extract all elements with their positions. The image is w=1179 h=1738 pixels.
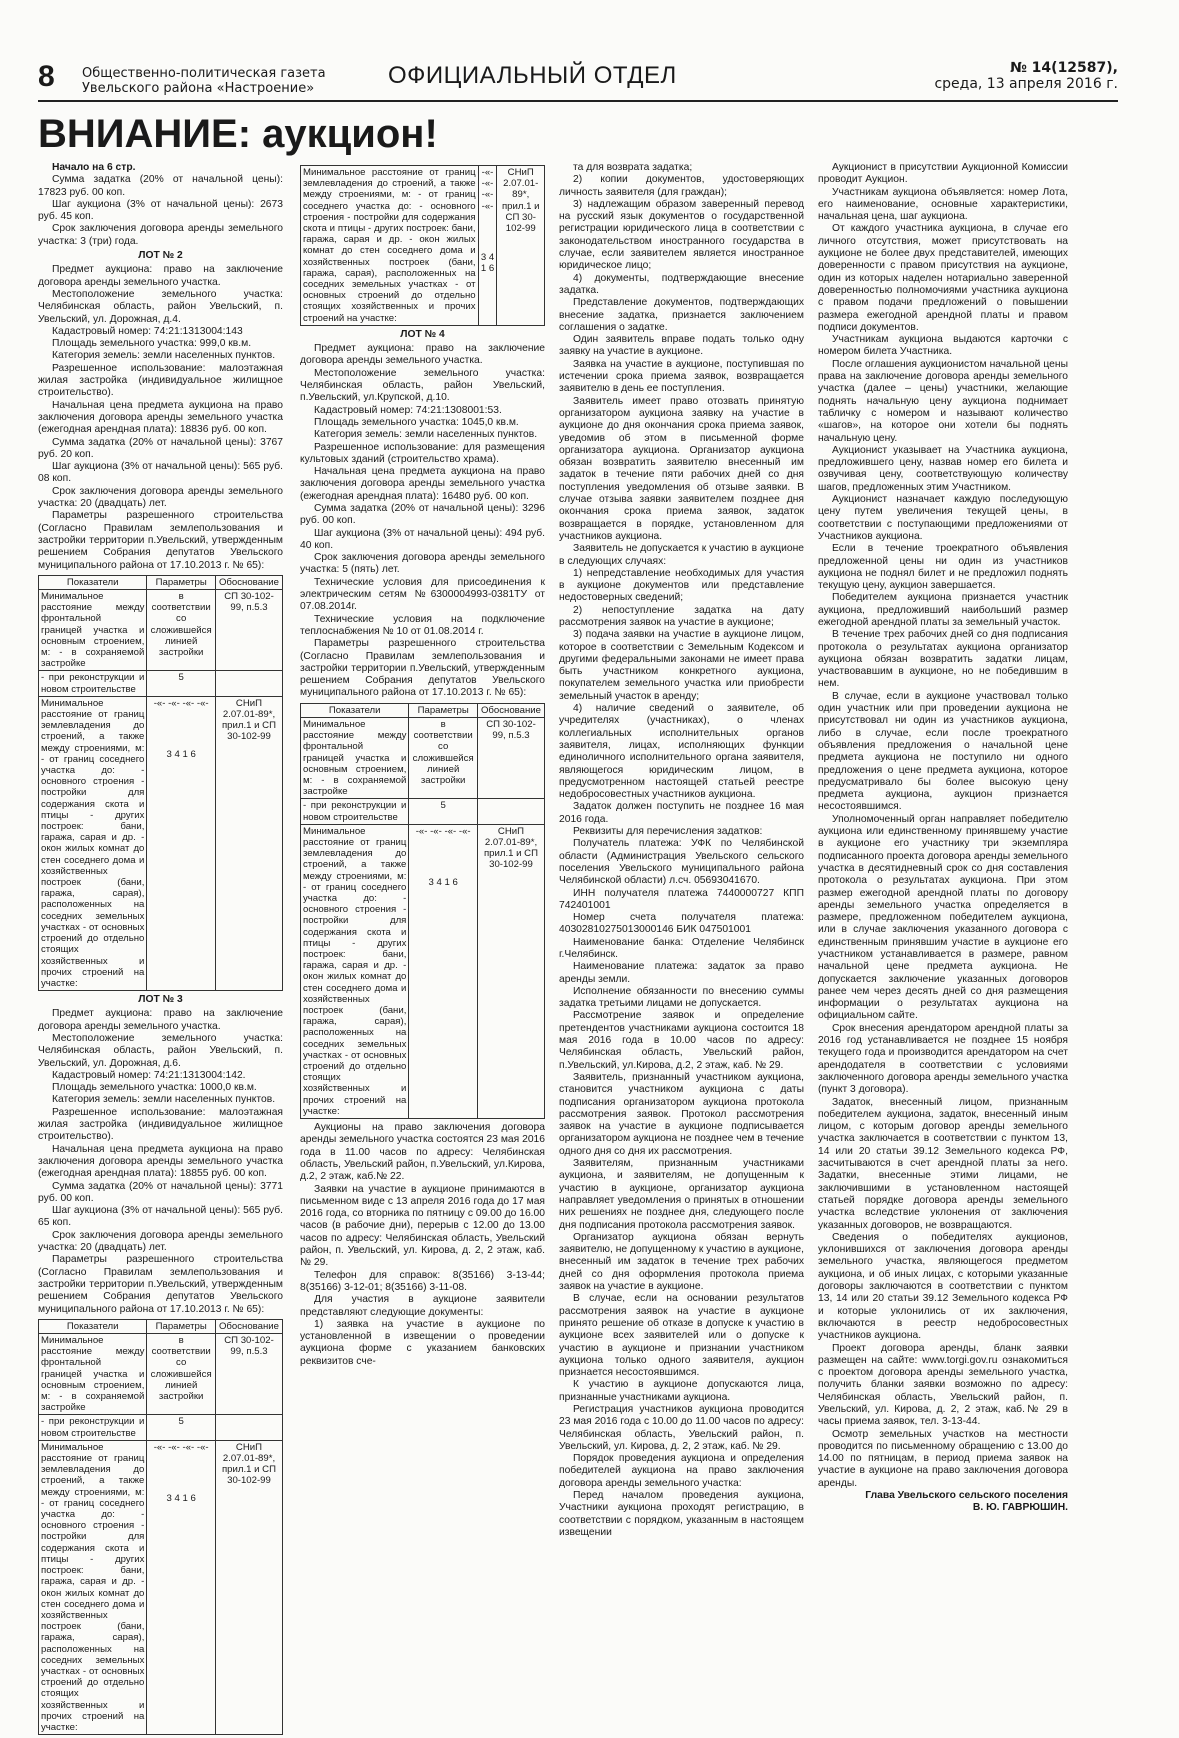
table-row [301,166,545,326]
table-cell: - при реконструкции и новом строительстве [301,799,409,824]
paragraph: В случае, если на основании результатов рассмотрения заявок на участие в аукционе принято решение об отказе в допуске к участию в аукционе всех заявителей или о допуске к участию в аукционе и признании участником аукциона только одного заявителя, аукцион признается несостоявшимся. [559,1293,804,1379]
paragraph: После оглашения аукционистом начальной цены права на заключение договора аренды земельного участка (далее – цены) участники, желающие поднять начальную цену аукциона поднимает табличку с номером и называют количество «шагов», на которое они хотели бы поднять начальную цену. [818,358,1068,444]
paragraph: Кадастровый номер: 74:21:1313004:142. [52,1069,246,1081]
table-header-row [301,703,545,717]
paragraph: Рассмотрение заявок и определение претендентов участниками аукциона состоится 18 мая 2016 года в 10.00 часов по адресу: Челябинская область, Увельский район, п.Увельский, ул.Кирова, д.2, 2 этаж, каб. № 29. [559,1010,804,1071]
paragraph: Регистрация участников аукциона проводится 23 мая 2016 года с 10.00 до 11.00 часов по адресу: Челябинская область, Увельский район, п. Увельский, ул. Кирова, д. 2, 2 этаж, каб. № 29. [559,1403,804,1452]
paragraph: Представление документов, подтверждающих внесение задатка, признается заключением соглашения о задатке. [559,297,804,333]
param-values: 3 4 1 6 [480,251,495,275]
paragraph: 4) документы, подтверждающие внесение задатка. [559,272,804,296]
parameters-table [300,703,545,1119]
table-row [301,717,545,798]
paragraph: Заявитель не допускается к участию в аукционе в следующих случаях: [559,543,804,567]
param-values: 3 4 1 6 [166,1493,196,1505]
parameters-table [300,165,545,326]
paragraph: К участию в аукционе допускаются лица, признанные участниками аукциона. [559,1379,804,1403]
paragraph: Местоположение земельного участка: Челябинская область, район Увельский, п.Увельский, ул.Крупской, д.10. [300,367,545,404]
table-row [39,1334,283,1415]
paragraph: Телефон для справок: 8(35166) 3-13-44; 8(35166) 3-12-01; 8(35166) 3-11-08. [300,1269,545,1293]
table-cell: СНиП 2.07.01-89*, прил.1 и СП 30-102-99 [215,696,282,990]
headline: ВНИАНИЕ: аукцион! [38,112,438,156]
table-row [39,671,283,696]
paragraph: Сумма задатка (20% от начальной цены): 3767 руб. 20 коп. [38,436,283,460]
paragraph: Перед началом проведения аукциона, Участники аукциона проходят регистрацию, в соответствии с порядком, указанным в настоящем извещении [559,1490,804,1538]
paragraph: Заявки на участие в аукционе принимаются в письменном виде с 13 апреля 2016 года до 17 мая 2016 года, со вторника по пятницу с 09.00 до 16.00 часов (в рабочие дни), перерыв с 12.00 до 13.00 часов по адресу: Челябинская область, Увельский район, п. Увельский, ул. Кирова, д. 2, 2 этаж, каб. № 29. [300,1183,545,1269]
column-1 [38,162,283,1738]
column-2 [300,162,545,1368]
paragraph: Категория земель: земли населенных пунктов. [52,350,276,362]
paragraph: Заявителям, признанным участниками аукциона, и заявителям, не допущенным к участию в аукционе, организатор аукциона направляет уведомления о принятых в отношении них решениях не позднее дня, следующего после дня подписания протокола рассмотрения заявок. [559,1158,804,1231]
paragraph: Сумма задатка (20% от начальной цены): 17823 руб. 00 коп. [38,174,283,198]
paragraph: Категория земель: земли населенных пунктов. [52,1094,276,1106]
paragraph: Один заявитель вправе подать только одну заявку на участие в аукционе. [559,334,804,358]
table-row [301,824,545,1118]
paragraph: Исполнение обязанности по внесению суммы задатка третьими лицами не допускается. [559,985,804,1010]
paragraph: Задаток, внесенный лицом, признанным победителем аукциона, задаток, внесенный иным лицом, с которым договор аренды земельного участка заключается в соответствии с пунктом 13, 14 или 20 статьи 39.12 Земельного кодекса РФ, засчитываются в счет арендной платы за него. Задатки, внесенные этими лицами, не заключившими в установленном настоящей статьей порядке договора аренды земельного участка вследствие уклонения от заключения указанных договоров, не возвращаются. [818,1096,1068,1231]
paragraph: В течение трех рабочих дней со дня подписания протокола о результатах аукциона организатор аукциона обязан возвратить задатки лицам, участвовавшим в аукционе, но не победившим в нем. [818,629,1068,690]
ditto-marks: -«- -«- -«- -«- [153,1441,209,1453]
paragraph: Предмет аукциона: право на заключение договора аренды земельного участка. [38,1008,283,1032]
table-cell: СНиП 2.07.01-89*, прил.1 и СП 30-102-99 [477,824,544,1118]
paragraph: Разрешенное использование: для размещения культовых зданий (строительство храма). [300,441,545,465]
table-cell: СП 30-102-99, п.5.3 [477,717,544,798]
paragraph: Технические условия для присоединения к электрическим сетям №6300004993-0381ТУ от 07.08.2014г. [300,576,545,613]
lot-heading: ЛОТ № 4 [400,328,445,340]
table-cell: Показатели [39,575,147,589]
paragraph: Аукционист в присутствии Аукционной Комиссии проводит Аукцион. [818,162,1068,186]
paragraph: Глава Увельского сельского поселения [865,1490,1068,1502]
table-cell: Обоснование [477,703,544,717]
ditto-marks: -«- -«- -«- -«- [415,825,471,837]
table-cell: 5 [409,799,478,824]
paragraph: 3) подача заявки на участие в аукционе лицом, которое в соответствии с Земельным Кодексом и другими федеральными законами не имеет права быть участником конкретного аукциона, покупателем земельного участка или приобрести земельный участок в аренду; [559,629,804,702]
table-cell: 5 [147,1415,216,1440]
paragraph: 1) заявка на участие в аукционе по установленной в извещении о проведении аукциона форме с указанием банковских реквизитов сче- [300,1318,545,1367]
paragraph: Начальная цена предмета аукциона на право заключения договора аренды земельного участка (ежегодная арендная плата): 18855 руб. 00 коп. [38,1143,283,1180]
paragraph: Наименование платежа: задаток за право аренды земли. [559,961,804,985]
paragraph: Шаг аукциона (3% от начальной цены): 565 руб. 08 коп. [38,461,283,485]
paragraph: Порядок проведения аукциона и определения победителей аукциона на право заключения договора аренды земельного участка: [559,1453,804,1489]
paragraph: Предмет аукциона: право на заключение договора аренды земельного участка. [38,264,283,288]
table-cell [478,166,497,326]
table-cell: СНиП 2.07.01-89*, прил.1 и СП 30-102-99 [497,166,545,326]
paragraph: Реквизиты для перечисления задатков: [573,826,763,838]
issue-date: среда, 13 апреля 2016 г. [934,76,1118,92]
paragraph: Площадь земельного участка: 999,0 кв.м. [52,338,252,350]
section-title: ОФИЦИАЛЬНЫЙ ОТДЕЛ [388,62,677,89]
paragraph: В. Ю. ГАВРЮШИН. [972,1502,1068,1514]
table-cell: Параметры [409,703,478,717]
paragraph: Срок заключения договора аренды земельного участка: 20 (двадцать) лет. [38,1229,283,1254]
table-cell: Показатели [301,703,409,717]
paragraph: Начало на 6 стр. [52,162,136,173]
paragraph: Начальная цена предмета аукциона на право заключения договора аренды земельного участка (ежегодная арендная плата): 16480 руб. 00 коп. [300,466,545,502]
table-cell: Обоснование [215,575,282,589]
paragraph: ИНН получателя платежа 7440000727 КПП 742401001 [559,887,804,911]
paragraph: Уполномоченный орган направляет победителю аукциона или единственному принявшему участие в аукционе его участнику три экземпляра подписанного проекта договора аренды земельного участка в десятидневный срок со дня составления протокола о результатах аукциона. При этом размер ежегодной арендной платы по договору аренды земельного участка определяется в размере, предложенном победителем аукциона, или в случае заключения указанного договора с единственным принявшим участие в аукционе его участником устанавливается в размере, равном начальной цене предмета аукциона. Не допускается заключение указанных договоров ранее чем через десять дней со дня размещения информации о результатах аукциона на официальном сайте. [818,813,1068,1022]
paragraph: Аукционист назначает каждую последующую цену путем увеличения текущей цены, в соответствии с поступающими предложениями от Участников аукциона. [818,494,1068,542]
table-row [39,590,283,671]
table-cell: Параметры [147,1319,216,1333]
table-cell: - при реконструкции и новом строительстве [39,671,147,696]
table-cell: Показатели [39,1319,147,1333]
paragraph: Срок заключения договора аренды земельного участка: 3 (три) года. [38,223,283,247]
paragraph: 4) наличие сведений о заявителе, об учредителях (участниках), о членах коллегиальных исполнительных органов заявителя, лицах, исполняющих функции единоличного исполнительного органа заявителя, являющегося юридическим лицом, в предусмотренном настоящей статьей реестре недобросовестных участников аукциона. [559,703,804,801]
table-cell: Минимальное расстояние между фронтальной границей участка и основным строением, м: - в сохраняемой застройке [301,717,409,798]
paragraph: Сумма задатка (20% от начальной цены): 3296 руб. 00 коп. [300,503,545,527]
newspaper-name-line2: Увельского района «Настроение» [82,81,315,96]
paragraph: Получатель платежа: УФК по Челябинской области (Администрация Увельского сельского поселения Увельского муниципального района Челябинской области) л.сч. 05693041670. [559,838,804,887]
paragraph: Кадастровый номер: 74:21:1313004:143 [52,325,243,337]
table-cell: Минимальное расстояние от границ землевладения до строений, а также между строениями, м: - от границ соседнего участка до: - основного строения - постройки для содержания скота и птицы - других построек: бани, гаража, сарая и др. - окон жилых комнат до стен соседнего дома и хозяйственных построек (бани, гаража, сарая), расположенных на соседних земельных участках - от основных строений до отдельно стоящих хозяйственных и прочих строений на участке: [301,166,479,326]
paragraph: Кадастровый номер: 74:21:1308001:53. [314,404,502,416]
paragraph: Параметры разрешенного строительства (Согласно Правилам землепользования и застройки территории п.Увельский, утвержденным решением Собрания депутатов Увельского муниципального района от 17.10.2013 г. № 65): [300,638,545,699]
table-cell: Минимальное расстояние между фронтальной границей участка и основным строением, м: - в сохраняемой застройке [39,590,147,671]
table-cell: в соответствии со сложившейся линией застройки [409,717,478,798]
table-cell: Минимальное расстояние от границ землевладения до строений, а также между строениями, м: - от границ соседнего участка до: - основного строения - постройки для содержания скота и птицы - других построек: бани, гаража, сарая и др. - окон жилых комнат до стен соседнего дома и хозяйственных построек (бани, гаража, сарая), расположенных на соседних земельных участках - от основных строений до отдельно стоящих хозяйственных и прочих строений на участке: [39,696,147,990]
paragraph: Местоположение земельного участка: Челябинская область, район Увельский, п. Увельский, ул. Дорожная, д.4. [38,288,283,325]
page-number: 8 [38,60,55,93]
table-cell: Минимальное расстояние от границ землевладения до строений, а также между строениями, м: - от границ соседнего участка до: - основного строения - постройки для содержания скота и птицы - других построек: бани, гаража, сарая и др. - окон жилых комнат до стен соседнего дома и хозяйственных построек (бани, гаража, сарая), расположенных на соседних земельных участках - от основных строений до отдельно стоящих хозяйственных и прочих строений на участке: [301,824,409,1118]
lot-heading: ЛОТ № 2 [138,250,183,262]
paragraph: Сумма задатка (20% от начальной цены): 3771 руб. 00 коп. [38,1180,283,1204]
table-row [301,799,545,824]
table-cell: в соответствии со сложившейся линией застройки [147,590,216,671]
paragraph: От каждого участника аукциона, в случае его личного отсутствия, может присутствовать на аукционе не более двух представителей, имеющих доверенности с правом присутствия на аукционе, один из которых наделен нотариально заверенной доверенностью полномочиями участника аукциона с правом подачи предложений о повышении размера ежегодной арендной платы и правом подписи документов. [818,223,1068,333]
table-header-row [39,1319,283,1333]
paragraph: Разрешенное использование: малоэтажная жилая застройка (индивидуальное жилищное строительство). [38,1106,283,1143]
paragraph: Заявитель, признанный участником аукциона, становится участником аукциона с даты подписания организатором аукциона протокола рассмотрения заявок. Протокол рассмотрения заявок на участие в аукционе подписывается организатором аукциона не позднее чем в течение одного дня со дня их рассмотрения. [559,1071,804,1157]
paragraph: Организатор аукциона обязан вернуть заявителю, не допущенному к участию в аукционе, внесенный им задаток в течение трех рабочих дней со дня оформления протокола приема заявок на участие в аукционе. [559,1231,804,1293]
column-4 [818,162,1068,1515]
paragraph: Аукционы на право заключения договора аренды земельного участка состоятся 23 мая 2016 года в 11.00 часов по адресу: Челябинская область, Увельский район, п.Увельский, ул.Кирова, д.2, 2 этаж, каб.№ 22. [300,1122,545,1183]
paragraph: Площадь земельного участка: 1000,0 кв.м. [52,1082,257,1094]
page-header [38,60,1118,102]
paragraph: Технические условия на подключение теплоснабжения № 10 от 01.08.2014 г. [300,613,545,637]
table-cell: СНиП 2.07.01-89*, прил.1 и СП 30-102-99 [215,1440,282,1734]
paragraph: 2) копии документов, удостоверяющих личность заявителя (для граждан); [559,174,804,198]
paragraph: Номер счета получателя платежа: 40302810275013000146 БИК 047501001 [559,912,804,936]
param-values: 3 4 1 6 [166,749,196,761]
table-cell: Минимальное расстояние между фронтальной границей участка и основным строением, м: - в сохраняемой застройке [39,1334,147,1415]
paragraph: Предмет аукциона: право на заключение договора аренды земельного участка. [300,343,545,367]
paragraph: Площадь земельного участка: 1045,0 кв.м. [314,416,519,428]
issue-number: № 14(12587), [1009,60,1118,76]
paragraph: Сведения о победителях аукционов, уклонившихся от заключения договора аренды земельного участка, являющегося предметом аукциона, и об иных лицах, с которыми указанные договоры заключаются в соответствии с пунктом 13, 14 или 20 статьи 39.12 Земельного кодекса РФ и которые уклонились от их заключения, включаются в реестр недобросовестных участников аукциона. [818,1231,1068,1342]
paragraph: 2) непоступление задатка на дату рассмотрения заявок на участие в аукционе; [559,604,804,628]
table-cell: СП 30-102-99, п.5.3 [215,590,282,671]
table-cell [147,1440,216,1734]
paragraph: Начальная цена предмета аукциона на право заключения договора аренды земельного участка (ежегодная арендная плата): 18836 руб. 00 коп. [38,399,283,436]
table-cell: 5 [147,671,216,696]
column-3 [559,162,804,1539]
paragraph: Срок заключения договора аренды земельного участка: 5 (пять) лет. [300,552,545,576]
table-cell: Обоснование [215,1319,282,1333]
paragraph: Параметры разрешенного строительства (Согласно Правилам землепользования и застройки территории п.Увельский, утвержденным решением Собрания депутатов Увельского муниципального района от 17.10.2013 г. № 65): [38,1254,283,1315]
table-cell: СП 30-102-99, п.5.3 [215,1334,282,1415]
table-row [39,1440,283,1734]
paragraph: Участникам аукциона объявляется: номер Лота, его наименование, основные характеристики, начальная цена, шаг аукциона. [818,186,1068,223]
paragraph: 1) непредставление необходимых для участия в аукционе документов или представление недостоверных сведений; [559,567,804,604]
paragraph: Разрешенное использование: малоэтажная жилая застройка (индивидуальное жилищное строительство). [38,362,283,399]
paragraph: Наименование банка: Отделение Челябинск г.Челябинск. [559,936,804,960]
parameters-table [38,1319,283,1735]
paragraph: Участникам аукциона выдаются карточки с номером билета Участника. [818,334,1068,358]
ditto-marks: -«- -«- -«- -«- [481,167,494,212]
paragraph: Победителем аукциона признается участник аукциона, предложивший наибольший размер ежегодной арендной платы за земельный участок. [818,592,1068,628]
table-cell: Минимальное расстояние от границ землевладения до строений, а также между строениями, м: - от границ соседнего участка до: - основного строения - постройки для содержания скота и птицы - других построек: бани, гаража, сарая и др. - окон жилых комнат до стен соседнего дома и хозяйственных построек (бани, гаража, сарая), расположенных на соседних земельных участках - от основных строений до отдельно стоящих хозяйственных и прочих строений на участке: [39,1440,147,1734]
paragraph: та для возврата задатка; [573,162,693,173]
paragraph: Шаг аукциона (3% от начальной цены): 2673 руб. 45 коп. [38,198,283,223]
table-cell: - при реконструкции и новом строительстве [39,1415,147,1440]
paragraph: Заявка на участие в аукционе, поступившая по истечении срока приема заявок, возвращается заявителю в день ее поступления. [559,358,804,395]
paragraph: Задаток должен поступить не позднее 16 мая 2016 года. [559,801,804,825]
paragraph: Параметры разрешенного строительства (Согласно Правилам землепользования и застройки территории п.Увельский, утвержденным решением Собрания депутатов Увельского муниципального района от 17.10.2013 г. № 65): [38,510,283,571]
paragraph: Шаг аукциона (3% от начальной цены): 565 руб. 65 коп. [38,1205,283,1229]
paragraph: 3) надлежащим образом заверенный перевод на русский язык документов о государственной регистрации юридического лица в соответствии с законодательством иностранного государства в случае, если заявителем является иностранное юридическое лицо; [559,198,804,272]
paragraph: Для участия в аукционе заявители представляют следующие документы: [300,1294,545,1318]
paragraph: Категория земель: земли населенных пунктов. [314,429,538,441]
table-cell: в соответствии со сложившейся линией застройки [147,1334,216,1415]
paragraph: Заявитель имеет право отозвать принятую организатором аукциона заявку на участие в аукционе до дня окончания срока приема заявок, уведомив об этом в письменной форме организатора аукциона. Организатор аукциона обязан возвратить заявителю внесенный им задаток в течение пяти рабочих дней со дня поступления уведомления об отзыве заявки. В случае отзыва заявки заявителем позднее дня окончания срока приема заявок, задаток возвращается в порядке, установленном для участников аукциона. [559,395,804,542]
paragraph: Шаг аукциона (3% от начальной цены): 494 руб. 40 коп. [300,527,545,551]
paragraph: Срок заключения договора аренды земельного участка: 20 (двадцать) лет. [38,485,283,510]
paragraph: Срок внесения арендатором арендной платы за 2016 год устанавливается не позднее 15 ноября текущего года и производится арендатором на счет арендодателя в соответствии с условиями заключенного договора аренды земельного участка (пункт 3 договора). [818,1022,1068,1096]
paragraph: В случае, если в аукционе участвовал только один участник или при проведении аукциона не присутствовал ни один из участников аукциона, либо в случае, если после троекратного объявления предложения о начальной цене предмета аукциона не поступило ни одного предложения о цене предмета аукциона, которое предусматривало бы более высокую цену предмета аукциона, аукцион признается несостоявшимся. [818,690,1068,813]
table-row [39,1415,283,1440]
paragraph: Аукционист указывает на Участника аукциона, предложившего цену, назвав номер его билета и озвучивая цену, соответствующую количеству шагов, предложенных этим Участником. [818,444,1068,493]
table-cell [147,696,216,990]
table-cell: Параметры [147,575,216,589]
paragraph: Осмотр земельных участков на местности проводится по письменному обращению с 13.00 до 14.00 по пятницам, в период приема заявок на участие в аукционе на право заключения договора аренды. [818,1428,1068,1489]
newspaper-name-line1: Общественно-политическая газета [82,66,326,81]
paragraph: Если в течение троекратного объявления предложенной цены ни один из участников аукциона не поднял билет и не предложил поднять текущую цену, аукцион завершается. [818,543,1068,592]
parameters-table [38,575,283,991]
lot-heading: ЛОТ № 3 [138,994,183,1006]
paragraph: Проект договора аренды, бланк заявки размещен на сайте: www.torgi.gov.ru ознакомиться с проектом договора аренды земельного участка, получить бланки заявки возможно по адресу: Челябинская область, Увельский район, п. Увельский, ул. Кирова, д. 2, 2 этаж, каб.№ 29 в часы приема заявок, тел. 3-13-44. [818,1342,1068,1428]
table-row [39,696,283,990]
ditto-marks: -«- -«- -«- -«- [153,697,209,709]
paragraph: Местоположение земельного участка: Челябинская область, район Увельский, п. Увельский, ул. Дорожная, д.6. [38,1033,283,1069]
table-cell [409,824,478,1118]
param-values: 3 4 1 6 [428,876,458,888]
newspaper-name [82,66,326,96]
table-header-row [39,575,283,589]
